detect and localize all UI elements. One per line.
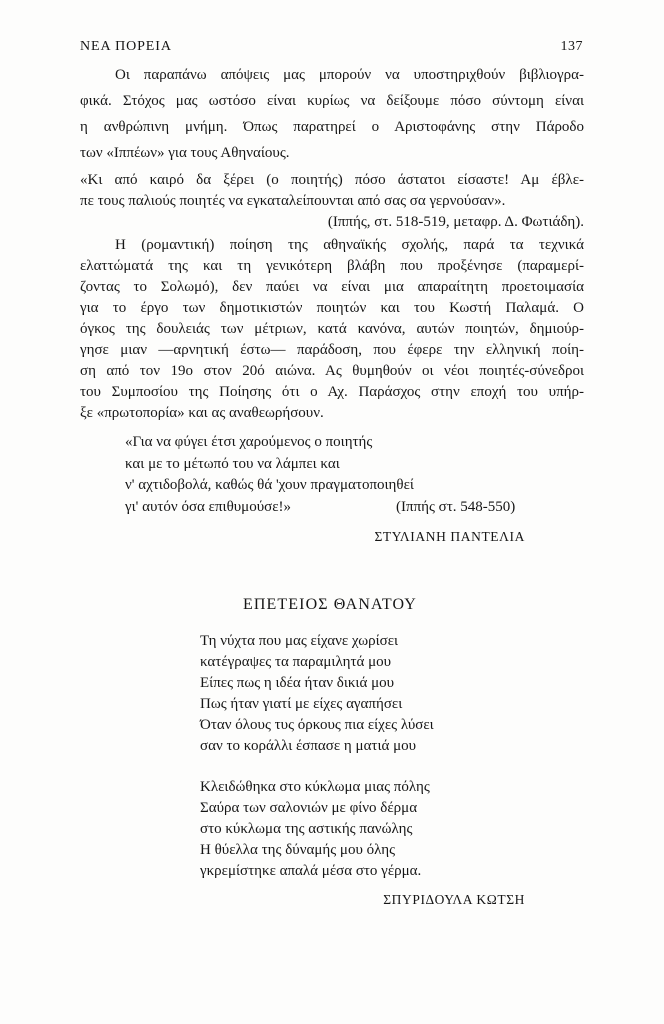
quote-citation: (Ιππής, στ. 518-519, μεταφρ. Δ. Φωτιάδη). xyxy=(327,214,584,230)
poem-line: Σαύρα των σαλονιών με φίνο δέρμα xyxy=(200,799,418,816)
verse-line-text: γι' αυτόν όσα επιθυμούσε!» xyxy=(125,498,292,515)
poem-line: κατέγραψες τα παραμιλητά μου xyxy=(200,653,392,670)
text-line: η ανθρώπινη μνήμη. Όπως παρατηρεί ο Αριστοφάνης στην Πάροδο xyxy=(80,119,584,135)
article-paragraph-2 xyxy=(80,235,584,424)
poem-line: σαν το κοράλλι έσπασε η ματιά μου xyxy=(200,737,417,754)
text-line: ξε «πρωτοπορία» και ας αναθεωρήσουν. xyxy=(80,404,324,421)
poem-line: Η θύελλα της δύναμής μου όλης xyxy=(200,841,396,858)
verse-line: «Για να φύγει έτσι χαρούμενος ο ποιητής xyxy=(125,434,373,450)
text-line: γησε μιαν —αρνητική έστω— παράδοση, που έφερε την ελληνική ποίη- xyxy=(80,341,584,358)
poem-line: στο κύκλωμα της αστικής πανώλης xyxy=(200,820,413,837)
running-header-title: ΝΕΑ ΠΟΡΕΙΑ xyxy=(80,39,172,54)
poem-line: Κλειδώθηκα στο κύκλωμα μιας πόλης xyxy=(200,778,430,795)
article-author: ΣΤΥΛΙΑΝΗ ΠΑΝΤΕΛΙΑ xyxy=(374,529,525,544)
text-line: ελαττώματά της και τη γενικότερη βλάβη που προξένησε (παραμερί- xyxy=(80,257,584,274)
verse-citation: (Ιππής στ. 548-550) xyxy=(396,498,516,515)
poem-line: Πως ήταν γιατί με είχες αγαπήσει xyxy=(200,695,403,712)
text-line: όγκος της δουλειάς των μέτριων, κατά κανόνα, αυτών ποιητών, δημιούρ- xyxy=(80,320,584,337)
text-line: Η (ρομαντική) ποίηση της αθηναϊκής σχολής, παρά τα τεχνικά xyxy=(115,236,584,253)
text-line: των «Ιππέων» για τους Αθηναίους. xyxy=(80,145,290,161)
poem-line: Όταν όλους τυς όρκους πια είχες λύσει xyxy=(200,716,434,733)
quote-line: «Κι από καιρό δα ξέρει (ο ποιητής) πόσο άστατοι είσαστε! Αμ έβλε- xyxy=(80,172,584,188)
poem-author: ΣΠΥΡΙΔΟΥΛΑ ΚΩΤΣΗ xyxy=(383,892,525,907)
article-paragraph-1 xyxy=(80,62,584,166)
text-line: φικά. Στόχος μας ωστόσο είναι κυρίως να δείξουμε πόσο σύντομη είναι xyxy=(80,93,584,109)
poem-title: ΕΠΕΤΕΙΟΣ ΘΑΝΑΤΟΥ xyxy=(243,596,417,613)
verse-line-last xyxy=(125,497,545,519)
text-line: ση από τον 19ο στον 20ό αιώνα. Ας θυμηθούν οι νέοι ποιητές-σύνεδροι xyxy=(80,362,584,379)
poem-line: Τη νύχτα που μας είχανε χωρίσει xyxy=(200,632,399,649)
verse-line: και με το μέτωπό του να λάμπει και xyxy=(125,455,340,472)
text-line: για το έργο των δημοτικιστών ποιητών και του Κωστή Παλαμά. Ο xyxy=(80,299,584,316)
poem-line: Είπες πως η ιδέα ήταν δικιά μου xyxy=(200,674,395,691)
quote-line: πε τους παλιούς ποιητές να εγκαταλείπουνται από σας σα γερνούσαν». xyxy=(80,193,506,209)
poem-line: γκρεμίστηκε απαλά μέσα στο γέρμα. xyxy=(200,862,422,879)
page-number: 137 xyxy=(560,39,583,54)
text-line: Οι παραπάνω απόψεις μας μπορούν να υποστηριχθούν βιβλιογρα- xyxy=(115,67,584,83)
text-line: του Συμποσίου της Ποίησης ότι ο Αχ. Παράσχος στην εποχή του υπήρ- xyxy=(80,383,584,400)
verse-line: ν' αχτιδοβολά, καθώς θά 'χουν πραγματοποιηθεί xyxy=(125,477,414,493)
verse-quote xyxy=(125,432,545,518)
poem-stanza-1 xyxy=(200,631,580,757)
text-line: ζοντας το Σολωμό), δεν παύει να είναι μια απαραίτητη προετοιμασία xyxy=(80,278,584,295)
aristophanes-quote xyxy=(80,170,584,233)
poem-stanza-2 xyxy=(200,777,580,882)
